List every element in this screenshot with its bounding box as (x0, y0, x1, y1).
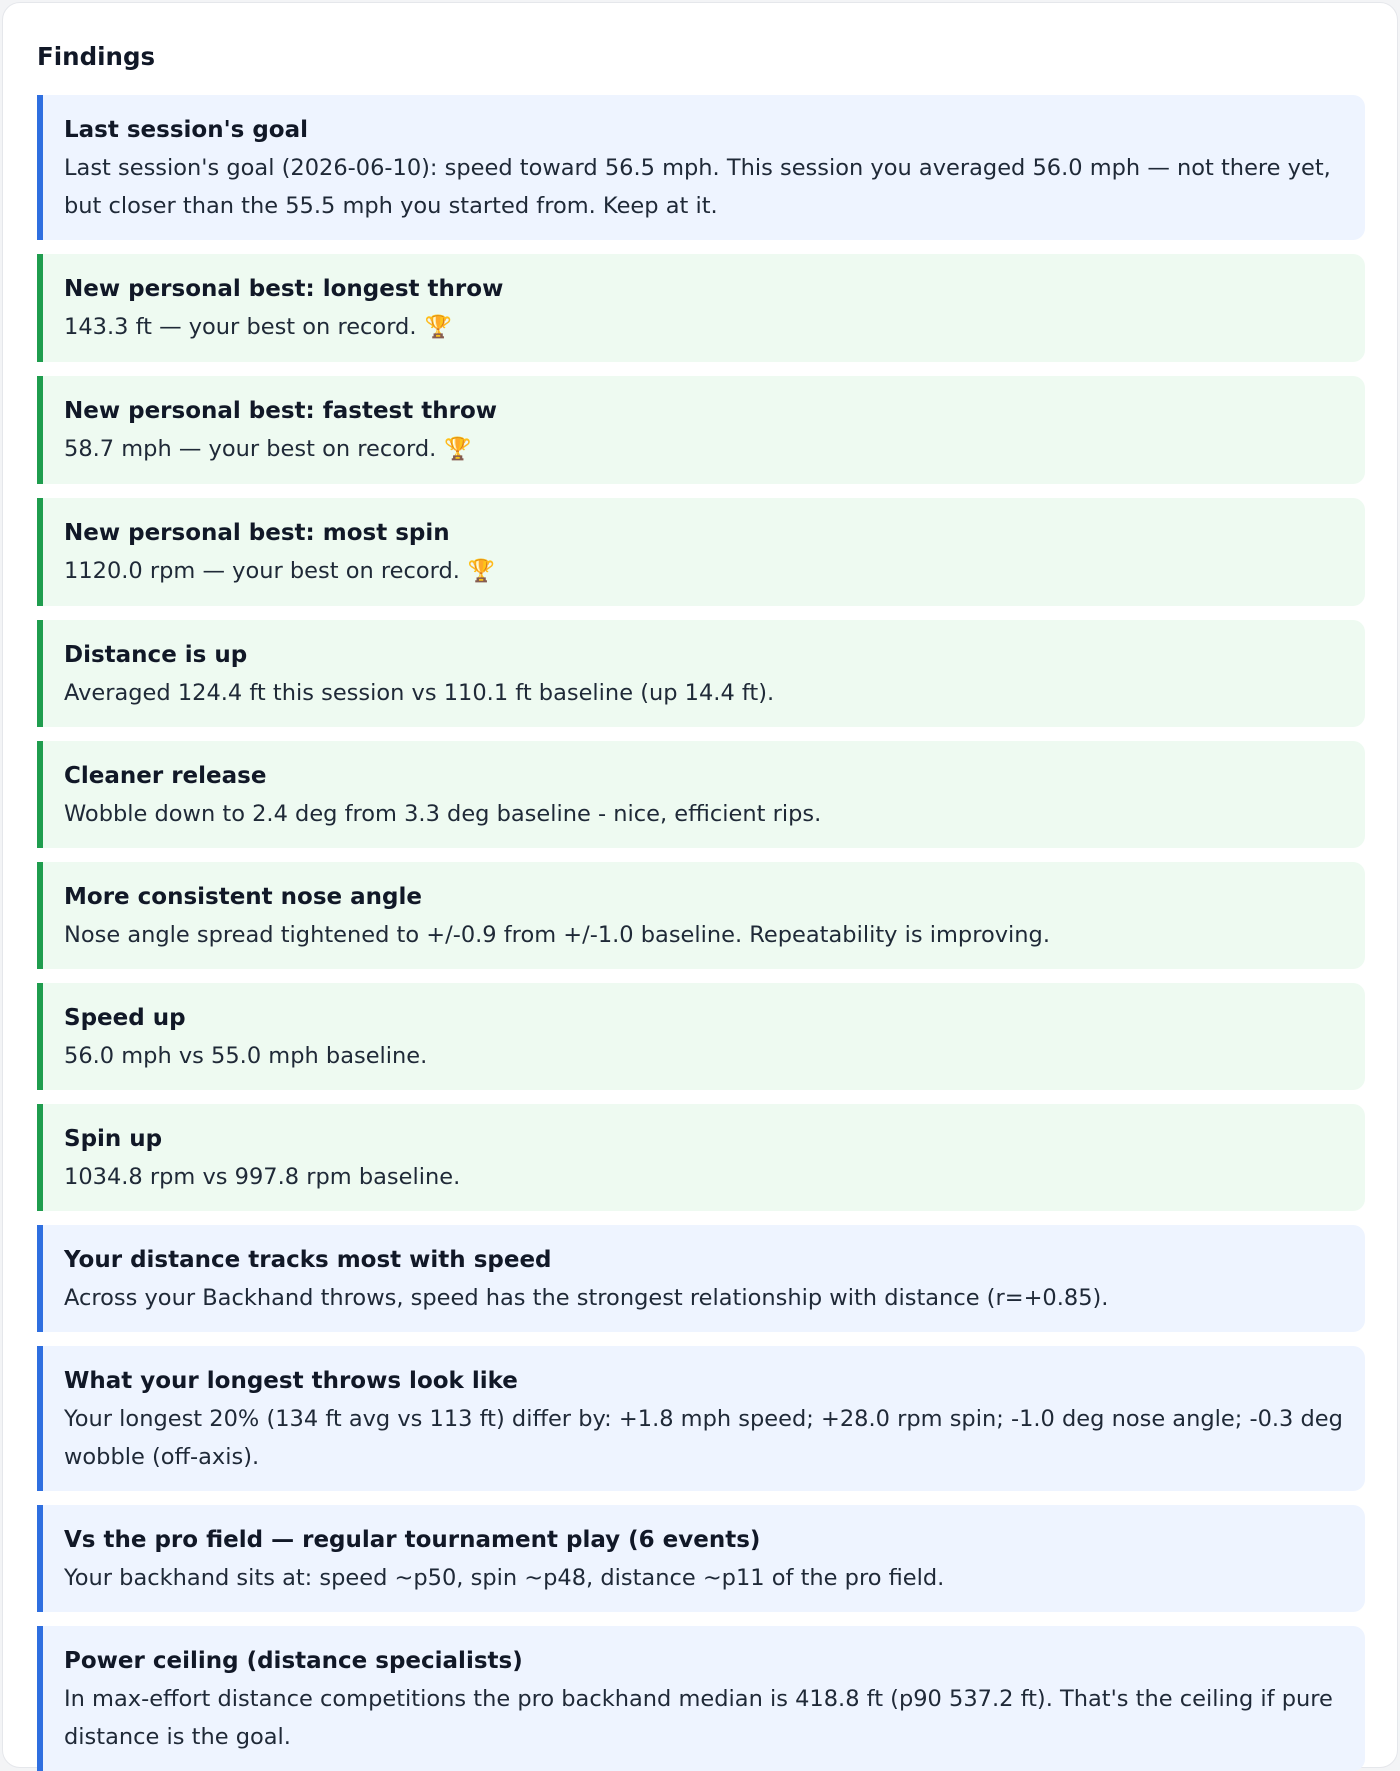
finding-title: Speed up (64, 1005, 186, 1031)
finding-card (37, 376, 1365, 484)
finding-text: Your backhand sits at: speed ~p50, spin ~p48, distance ~p11 of the pro field. (64, 1565, 945, 1591)
finding-body (64, 674, 1343, 712)
finding-text: 56.0 mph vs 55.0 mph baseline. (64, 1043, 428, 1069)
trophy-icon: 🏆 (424, 315, 452, 340)
finding-body (64, 430, 1343, 469)
finding-text: 58.7 mph — your best on record. (64, 436, 437, 462)
finding-text: In max-effort distance competitions the pro backhand median is 418.8 ft (p90 537.2 ft). That's the ceiling if pure distance is the goal. (64, 1686, 1333, 1750)
finding-title: New personal best: fastest throw (64, 398, 498, 424)
finding-body (64, 795, 1343, 833)
finding-text: Nose angle spread tightened to +/-0.9 from +/-1.0 baseline. Repeatability is improving. (64, 922, 1050, 948)
finding-title: What your longest throws look like (64, 1368, 518, 1394)
finding-body (64, 149, 1343, 225)
findings-list (37, 95, 1365, 1771)
finding-card (37, 95, 1365, 240)
finding-body (64, 1680, 1343, 1756)
finding-title: Last session's goal (64, 117, 309, 143)
finding-body (64, 552, 1343, 591)
finding-body (64, 1037, 1343, 1075)
finding-card (37, 1225, 1365, 1332)
finding-body (64, 916, 1343, 954)
finding-title: Power ceiling (distance specialists) (64, 1648, 523, 1674)
finding-text: Last session's goal (2026-06-10): speed toward 56.5 mph. This session you averaged 56.0 mph — not there yet, but closer than the 55.5 mph you started from. Keep at it. (64, 155, 1331, 219)
finding-title: Distance is up (64, 642, 248, 668)
finding-card (37, 254, 1365, 362)
finding-text: 1120.0 rpm — your best on record. (64, 558, 460, 584)
finding-card (37, 1626, 1365, 1771)
finding-card (37, 741, 1365, 848)
finding-body (64, 1279, 1343, 1317)
finding-card (37, 862, 1365, 969)
finding-card (37, 498, 1365, 606)
finding-text: Averaged 124.4 ft this session vs 110.1 ft baseline (up 14.4 ft). (64, 680, 775, 706)
finding-text: 143.3 ft — your best on record. (64, 314, 417, 340)
finding-card (37, 1346, 1365, 1491)
finding-card (37, 1104, 1365, 1211)
finding-body (64, 1559, 1343, 1597)
finding-text: Across your Backhand throws, speed has the strongest relationship with distance (r=+0.85). (64, 1285, 1109, 1311)
finding-title: New personal best: longest throw (64, 276, 504, 302)
finding-card (37, 620, 1365, 727)
finding-title: More consistent nose angle (64, 884, 422, 910)
finding-text: 1034.8 rpm vs 997.8 rpm baseline. (64, 1164, 461, 1190)
finding-body (64, 308, 1343, 347)
finding-text: Your longest 20% (134 ft avg vs 113 ft) differ by: +1.8 mph speed; +28.0 rpm spin; -1.0 deg nose angle; -0.3 deg wobble (off-axis). (64, 1406, 1343, 1470)
findings-title: Findings (37, 42, 156, 71)
finding-title: Cleaner release (64, 763, 267, 789)
finding-body (64, 1158, 1343, 1196)
finding-title: Vs the pro field — regular tournament play (6 events) (64, 1527, 761, 1553)
finding-title: New personal best: most spin (64, 520, 450, 546)
finding-title: Your distance tracks most with speed (64, 1247, 552, 1273)
trophy-icon: 🏆 (467, 559, 496, 584)
trophy-icon: 🏆 (444, 437, 472, 462)
findings-panel (2, 2, 1398, 1768)
finding-title: Spin up (64, 1126, 163, 1152)
finding-card (37, 983, 1365, 1090)
finding-card (37, 1505, 1365, 1612)
finding-text: Wobble down to 2.4 deg from 3.3 deg baseline - nice, efficient rips. (64, 801, 822, 827)
finding-body (64, 1400, 1343, 1476)
